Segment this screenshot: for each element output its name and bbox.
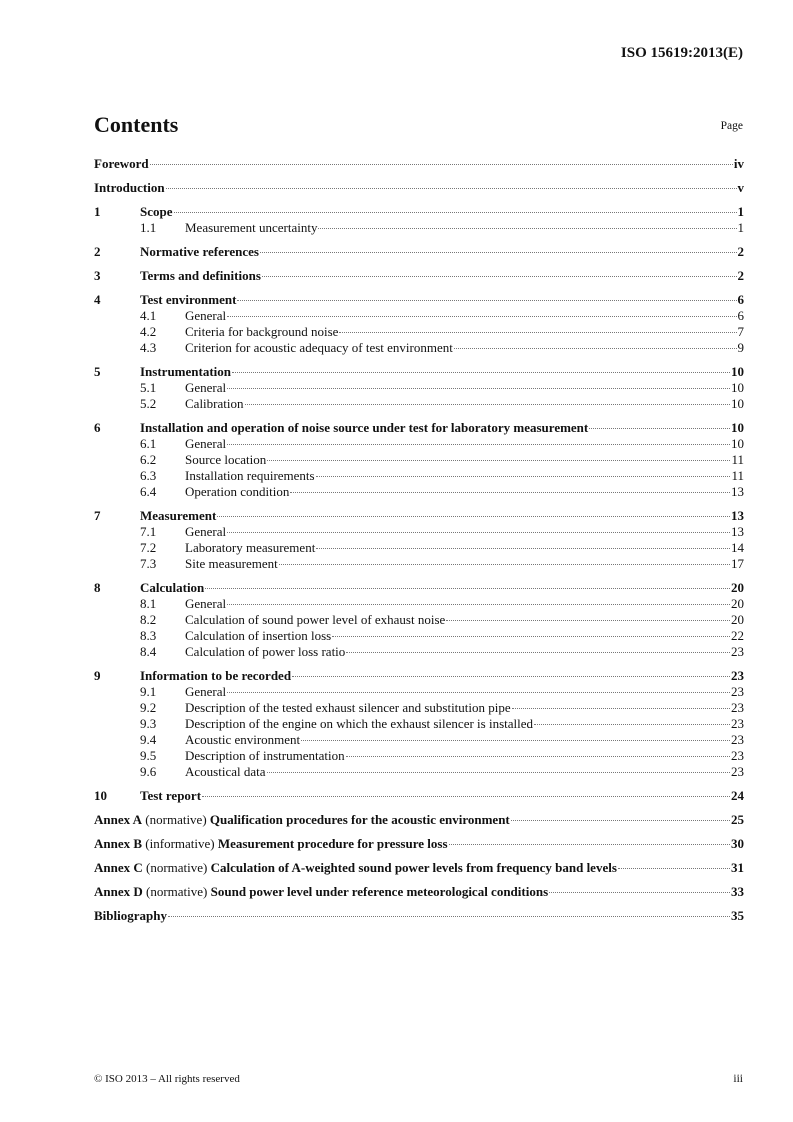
- entry-number: 6.2: [140, 452, 157, 467]
- entry-title: Criterion for acoustic adequacy of test environment: [185, 340, 453, 355]
- dot-leader: [316, 476, 731, 477]
- footer-page-number: iii: [733, 1073, 743, 1085]
- entry-number: 4: [94, 292, 101, 307]
- dot-leader: [217, 516, 730, 517]
- entry-number: 5.1: [140, 380, 157, 395]
- dot-leader: [150, 164, 733, 165]
- entry-title: Information to be recorded: [140, 668, 292, 683]
- toc-entry[interactable]: [94, 156, 744, 172]
- toc-entry[interactable]: [94, 508, 744, 524]
- dot-leader: [332, 636, 730, 637]
- toc-entry[interactable]: [94, 836, 744, 852]
- entry-title: Measurement: [140, 508, 217, 523]
- entry-page: 10: [731, 436, 744, 451]
- entry-title: Description of the engine on which the exhaust silencer is installed: [185, 716, 534, 731]
- entry-number: 5: [94, 364, 101, 379]
- dot-leader: [346, 756, 730, 757]
- entry-title-group: [94, 156, 149, 172]
- entry-title: Introduction: [94, 180, 165, 195]
- dot-leader: [227, 316, 736, 317]
- entry-number: 8.2: [140, 612, 157, 627]
- entry-page: 1: [737, 220, 744, 235]
- entry-title-group: [140, 788, 201, 804]
- entry-page: 7: [737, 324, 744, 339]
- entry-number: 7.2: [140, 540, 157, 555]
- toc-subentry[interactable]: [94, 308, 744, 324]
- entry-title: Calculation of A-weighted sound power levels from frequency band levels: [210, 860, 617, 875]
- entry-page: 35: [731, 908, 744, 923]
- entry-title: Sound power level under reference meteorological conditions: [210, 884, 549, 899]
- toc-entry[interactable]: [94, 860, 744, 876]
- toc-entry[interactable]: [94, 180, 744, 196]
- dot-leader: [174, 212, 737, 213]
- entry-title: Source location: [185, 452, 267, 467]
- entry-page: 9: [737, 340, 744, 355]
- entry-number: 5.2: [140, 396, 157, 411]
- dot-leader: [267, 460, 730, 461]
- dot-leader: [339, 332, 736, 333]
- entry-title-group: [185, 540, 315, 556]
- annex-label: Annex C: [94, 860, 143, 875]
- toc-entry[interactable]: [94, 668, 744, 684]
- entry-page: 17: [731, 556, 744, 571]
- entry-page: 23: [731, 700, 744, 715]
- dot-leader: [618, 868, 730, 869]
- toc-entry[interactable]: [94, 364, 744, 380]
- dot-leader: [245, 404, 731, 405]
- toc-subentry[interactable]: [94, 644, 744, 660]
- entry-page: 1: [737, 204, 744, 219]
- entry-page: 13: [731, 524, 744, 539]
- toc-subentry[interactable]: [94, 764, 744, 780]
- toc-entry[interactable]: [94, 788, 744, 804]
- entry-page: 6: [737, 292, 744, 307]
- dot-leader: [227, 604, 730, 605]
- entry-number: 6.3: [140, 468, 157, 483]
- entry-title: Operation condition: [185, 484, 290, 499]
- toc-entry[interactable]: [94, 204, 744, 220]
- entry-page: 33: [731, 884, 744, 899]
- dot-leader: [262, 276, 737, 277]
- entry-title: Site measurement: [185, 556, 278, 571]
- dot-leader: [301, 740, 730, 741]
- dot-leader: [227, 532, 730, 533]
- toc-entry[interactable]: [94, 292, 744, 308]
- entry-page: 14: [731, 540, 744, 555]
- dot-leader: [292, 676, 730, 677]
- entry-title: Acoustic environment: [185, 732, 301, 747]
- entry-title-group: [140, 508, 216, 524]
- entry-title: General: [185, 596, 227, 611]
- toc-entry[interactable]: [94, 420, 744, 436]
- dot-leader: [232, 372, 730, 373]
- toc-subentry[interactable]: [94, 556, 744, 572]
- entry-number: 9: [94, 668, 101, 683]
- entry-title-group: [140, 420, 588, 436]
- entry-title-group: [185, 764, 266, 780]
- toc-subentry[interactable]: [94, 596, 744, 612]
- entry-number: 8.3: [140, 628, 157, 643]
- entry-title: Installation requirements: [185, 468, 315, 483]
- toc-entry[interactable]: [94, 268, 744, 284]
- entry-title-group: [94, 884, 548, 900]
- entry-page: 10: [731, 396, 744, 411]
- entry-number: 2: [94, 244, 101, 259]
- entry-title: Measurement procedure for pressure loss: [217, 836, 448, 851]
- entry-page: 23: [731, 644, 744, 659]
- entry-number: 8.1: [140, 596, 157, 611]
- entry-title-group: [185, 524, 226, 540]
- entry-page: 31: [731, 860, 744, 875]
- entry-number: 6.1: [140, 436, 157, 451]
- entry-number: 9.4: [140, 732, 157, 747]
- entry-title: Calculation: [140, 580, 205, 595]
- toc-subentry[interactable]: [94, 452, 744, 468]
- entry-page: 24: [731, 788, 744, 803]
- entry-title-group: [94, 180, 165, 196]
- entry-title: Description of the tested exhaust silencer and substitution pipe: [185, 700, 511, 715]
- entry-title-group: [185, 716, 533, 732]
- entry-number: 1.1: [140, 220, 157, 235]
- entry-title-group: [185, 484, 289, 500]
- entry-page: 2: [737, 244, 744, 259]
- entry-number: 4.2: [140, 324, 157, 339]
- entry-number: 7.3: [140, 556, 157, 571]
- entry-title-group: [185, 732, 300, 748]
- entry-page: 20: [731, 596, 744, 611]
- dot-leader: [346, 652, 730, 653]
- entry-page: 25: [731, 812, 744, 827]
- toc-entry[interactable]: [94, 812, 744, 828]
- dot-leader: [267, 772, 731, 773]
- entry-number: 7.1: [140, 524, 157, 539]
- entry-title-group: [185, 556, 278, 572]
- dot-leader: [202, 796, 730, 797]
- entry-number: 9.6: [140, 764, 157, 779]
- toc-subentry[interactable]: [94, 340, 744, 356]
- dot-leader: [449, 844, 730, 845]
- entry-title-group: [140, 668, 291, 684]
- annex-kind: (normative): [142, 860, 211, 875]
- toc-subentry[interactable]: [94, 628, 744, 644]
- dot-leader: [168, 916, 730, 917]
- entry-number: 3: [94, 268, 101, 283]
- entry-title-group: [185, 396, 244, 412]
- entry-title: Normative references: [140, 244, 259, 259]
- dot-leader: [511, 820, 730, 821]
- entry-title: Instrumentation: [140, 364, 232, 379]
- entry-title: Scope: [140, 204, 173, 219]
- entry-title: Calculation of power loss ratio: [185, 644, 346, 659]
- toc-subentry[interactable]: [94, 436, 744, 452]
- dot-leader: [290, 492, 730, 493]
- entry-number: 6: [94, 420, 101, 435]
- entry-title: Test report: [140, 788, 202, 803]
- entry-title-group: [140, 244, 259, 260]
- entry-title-group: [185, 644, 345, 660]
- entry-title-group: [185, 628, 331, 644]
- annex-kind: (normative): [142, 812, 210, 827]
- dot-leader: [454, 348, 737, 349]
- toc-subentry[interactable]: [94, 684, 744, 700]
- entry-page: v: [737, 180, 744, 195]
- entry-number: 4.1: [140, 308, 157, 323]
- entry-title: General: [185, 308, 227, 323]
- entry-title-group: [140, 268, 261, 284]
- entry-title: Terms and definitions: [140, 268, 261, 283]
- entry-number: 7: [94, 508, 101, 523]
- dot-leader: [227, 692, 730, 693]
- entry-title-group: [185, 220, 317, 236]
- dot-leader: [318, 228, 736, 229]
- entry-title: General: [185, 524, 227, 539]
- entry-title-group: [94, 836, 448, 852]
- toc-subentry[interactable]: [94, 324, 744, 340]
- entry-page: 20: [731, 580, 744, 595]
- entry-title-group: [140, 364, 231, 380]
- entry-number: 1: [94, 204, 101, 219]
- annex-kind: (informative): [142, 836, 218, 851]
- entry-page: iv: [733, 156, 744, 171]
- toc-entry[interactable]: [94, 580, 744, 596]
- entry-page: 23: [731, 764, 744, 779]
- entry-page: 23: [731, 668, 744, 683]
- entry-page: 30: [731, 836, 744, 851]
- entry-page: 11: [731, 468, 744, 483]
- entry-page: 10: [731, 420, 744, 435]
- entry-title-group: [185, 436, 226, 452]
- entry-title: Criteria for background noise: [185, 324, 339, 339]
- footer-copyright: © ISO 2013 – All rights reserved: [94, 1073, 240, 1085]
- entry-title-group: [185, 452, 266, 468]
- entry-title-group: [185, 308, 226, 324]
- entry-title: Foreword: [94, 156, 149, 171]
- entry-number: 8.4: [140, 644, 157, 659]
- entry-title-group: [185, 612, 445, 628]
- toc-entry[interactable]: [94, 244, 744, 260]
- entry-title: General: [185, 684, 227, 699]
- dot-leader: [549, 892, 730, 893]
- entry-page: 13: [731, 484, 744, 499]
- entry-title-group: [185, 340, 453, 356]
- entry-number: 9.2: [140, 700, 157, 715]
- entry-number: 10: [94, 788, 107, 803]
- entry-page: 23: [731, 748, 744, 763]
- entry-title-group: [140, 580, 204, 596]
- entry-title-group: [185, 748, 345, 764]
- entry-title: Laboratory measurement: [185, 540, 316, 555]
- annex-label: Annex A: [94, 812, 143, 827]
- entry-title: Calibration: [185, 396, 244, 411]
- entry-title-group: [140, 292, 236, 308]
- entry-title-group: [140, 204, 173, 220]
- dot-leader: [316, 548, 730, 549]
- toc-entry[interactable]: [94, 908, 744, 924]
- dot-leader: [227, 388, 730, 389]
- annex-label: Annex D: [94, 884, 143, 899]
- entry-page: 11: [731, 452, 744, 467]
- toc-subentry[interactable]: [94, 700, 744, 716]
- entry-title: Measurement uncertainty: [185, 220, 318, 235]
- entry-number: 9.1: [140, 684, 157, 699]
- entry-title-group: [185, 468, 315, 484]
- entry-number: 8: [94, 580, 101, 595]
- entry-title-group: [185, 380, 226, 396]
- entry-page: 6: [737, 308, 744, 323]
- entry-title: Qualification procedures for the acoustic environment: [209, 812, 510, 827]
- entry-title-group: [185, 684, 226, 700]
- entry-title-group: [185, 324, 338, 340]
- entry-title-group: [94, 908, 167, 924]
- dot-leader: [237, 300, 736, 301]
- entry-page: 23: [731, 716, 744, 731]
- entry-number: 6.4: [140, 484, 157, 499]
- toc-subentry[interactable]: [94, 540, 744, 556]
- toc-subentry[interactable]: [94, 716, 744, 732]
- dot-leader: [260, 252, 737, 253]
- entry-page: 20: [731, 612, 744, 627]
- toc-subentry[interactable]: [94, 484, 744, 500]
- entry-title: Bibliography: [94, 908, 167, 923]
- dot-leader: [227, 444, 730, 445]
- page-title: Contents: [94, 112, 179, 137]
- toc-subentry[interactable]: [94, 468, 744, 484]
- entry-title-group: [94, 812, 510, 828]
- dot-leader: [205, 588, 730, 589]
- entry-number: 9.5: [140, 748, 157, 763]
- entry-title: Calculation of sound power level of exhaust noise: [185, 612, 446, 627]
- entry-title: Acoustical data: [185, 764, 266, 779]
- entry-number: 4.3: [140, 340, 157, 355]
- entry-title: Calculation of insertion loss: [185, 628, 332, 643]
- entry-title: Installation and operation of noise source under test for laboratory measurement: [140, 420, 589, 435]
- entry-title-group: [185, 596, 226, 612]
- page-column-label: Page: [720, 120, 743, 132]
- entry-title: Test environment: [140, 292, 237, 307]
- toc-subentry[interactable]: [94, 220, 744, 236]
- entry-page: 10: [731, 364, 744, 379]
- dot-leader: [512, 708, 730, 709]
- entry-page: 10: [731, 380, 744, 395]
- toc-subentry[interactable]: [94, 396, 744, 412]
- entry-title: General: [185, 436, 227, 451]
- annex-label: Annex B: [94, 836, 143, 851]
- dot-leader: [534, 724, 730, 725]
- toc-subentry[interactable]: [94, 524, 744, 540]
- dot-leader: [446, 620, 730, 621]
- dot-leader: [589, 428, 730, 429]
- entry-page: 13: [731, 508, 744, 523]
- document-id: ISO 15619:2013(E): [620, 45, 743, 61]
- toc-subentry[interactable]: [94, 732, 744, 748]
- toc-entry[interactable]: [94, 884, 744, 900]
- entry-page: 2: [737, 268, 744, 283]
- toc-subentry[interactable]: [94, 748, 744, 764]
- entry-page: 23: [731, 684, 744, 699]
- table-of-contents: [94, 156, 744, 924]
- toc-subentry[interactable]: [94, 380, 744, 396]
- annex-kind: (normative): [142, 884, 211, 899]
- entry-number: 9.3: [140, 716, 157, 731]
- entry-title: Description of instrumentation: [185, 748, 345, 763]
- entry-title-group: [185, 700, 511, 716]
- entry-title-group: [94, 860, 617, 876]
- toc-subentry[interactable]: [94, 612, 744, 628]
- entry-title: General: [185, 380, 227, 395]
- dot-leader: [166, 188, 737, 189]
- entry-page: 23: [731, 732, 744, 747]
- entry-page: 22: [731, 628, 744, 643]
- dot-leader: [279, 564, 730, 565]
